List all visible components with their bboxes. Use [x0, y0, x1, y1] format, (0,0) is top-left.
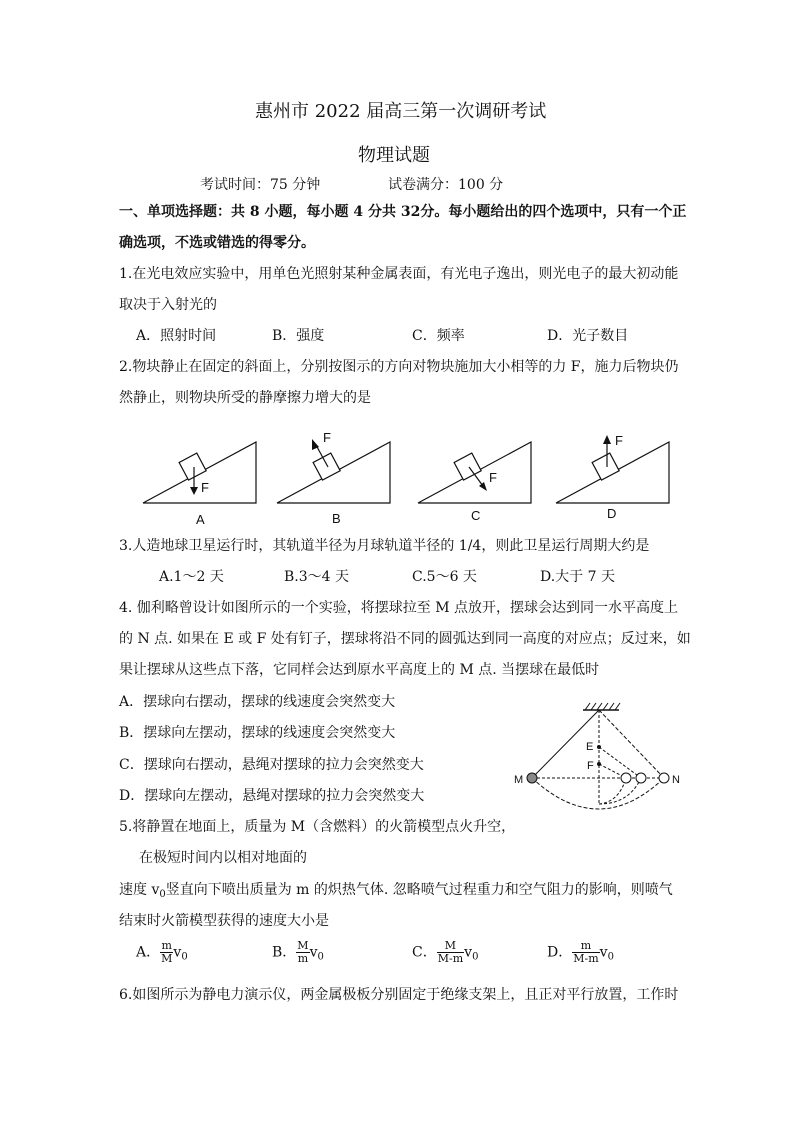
block [592, 453, 619, 480]
section-heading-line2: 确选项，不选或错选的得零分。 [119, 235, 315, 251]
label-f: F [587, 760, 594, 772]
section-heading-line1: 一、单项选择题：共 8 小题，每小题 4 分共 32分。每小题给出的四个选项中，只有一个正 [119, 204, 687, 220]
ball-m [527, 773, 537, 783]
block [179, 453, 206, 480]
arc-main [532, 778, 664, 809]
ball-f-point [621, 773, 631, 783]
page-title: 惠州市 2022 届高三第一次调研考试 [255, 101, 547, 122]
q3-option-a: A.1～2 天 [159, 569, 224, 585]
q1-option-c: C．频率 [412, 328, 465, 344]
label-e: E [586, 741, 594, 753]
force-label: F [489, 470, 497, 485]
q2-figure-d [551, 428, 676, 528]
q4-option-b: B．摆球向左摆动，摆球的线速度会突然变大 [119, 725, 396, 741]
q4-option-d: D．摆球向左摆动，悬绳对摆球的拉力会突然变大 [119, 788, 425, 804]
q4-line3: 果让摆球从这些点下落，它同样会达到原水平高度上的 M 点. 当摆球在最低时 [119, 662, 600, 678]
q1-option-b: B．强度 [272, 328, 325, 344]
q1-line2: 取决于入射光的 [119, 297, 217, 313]
q3-option-b: B.3～4 天 [284, 569, 350, 585]
q5-option-d: D． $\frac{m}{M-m}$ $v_0$ [547, 939, 614, 965]
q5-option-a: A． $\frac{m}{M}$ $v_0$ [136, 939, 188, 965]
label-m: M [514, 774, 524, 786]
ball-e-point [636, 773, 646, 783]
q2-figure-b [272, 428, 397, 528]
arrow-head [190, 487, 198, 495]
q2-figure-c [413, 440, 538, 530]
ball-n [659, 773, 669, 783]
label-n: N [672, 774, 680, 786]
string-from-e [599, 747, 641, 778]
figure-label: D [607, 506, 617, 521]
subject-title: 物理试题 [358, 145, 430, 166]
force-label: F [201, 480, 209, 495]
q3-option-c: C.5～6 天 [412, 569, 477, 585]
force-label: F [323, 430, 331, 445]
q5-line1: 5.将静置在地面上，质量为 M（含燃料）的火箭模型点火升空， [119, 819, 516, 835]
q4-line2: 的 N 点. 如果在 E 或 F 处有钉子，摆球将沿不同的圆弧达到同一高度的对应点；反过来，如 [119, 631, 691, 647]
q3-option-d: D.大于 7 天 [540, 569, 615, 585]
q6-line1: 6.如图所示为静电力演示仪，两金属极板分别固定于绝缘支架上，且正对平行放置，工作时 [119, 987, 679, 1003]
block [313, 453, 340, 480]
arc-f [599, 778, 626, 804]
q5-option-b: B． $\frac{M}{m}$ $v_0$ [272, 939, 324, 965]
q5-option-c: C． $\frac{M}{M-m}$ $v_0$ [412, 939, 479, 965]
exam-score: 试卷满分：100 分 [388, 177, 504, 193]
figure-label: C [471, 508, 481, 523]
force-label: F [615, 433, 623, 448]
q2-figure-a [138, 440, 263, 530]
q4-option-a: A．摆球向右摆动，摆球的线速度会突然变大 [119, 694, 396, 710]
q1-option-a: A．照射时间 [136, 328, 217, 344]
figure-label: B [332, 511, 341, 526]
q5-line2: 在极短时间内以相对地面的 [139, 850, 307, 866]
q5-line3: 速度 $v_0$竖直向下喷出质量为 m 的炽热气体. 忽略喷气过程重力和空气阻力的影响，则喷气 [119, 882, 673, 900]
q4-pendulum-figure [505, 700, 695, 815]
figure-label: A [196, 512, 205, 527]
q5-line4: 结束时火箭模型获得的速度大小是 [119, 913, 329, 929]
q2-line1: 2.物块静止在固定的斜面上，分别按图示的方向对物块施加大小相等的力 F，施力后物块仍 [119, 359, 679, 375]
nail-f [597, 762, 601, 766]
arrow-head [603, 435, 611, 444]
ceiling-hatch [585, 703, 620, 710]
q1-line1: 1.在光电效应实验中，用单色光照射某种金属表面，有光电子逸出，则光电子的最大初动能 [119, 266, 679, 282]
q3-line1: 3.人造地球卫星运行时，其轨道半径为月球轨道半径的 1/4，则此卫星运行周期大约是 [119, 538, 650, 554]
arrow-head [479, 482, 487, 491]
q2-line2: 然静止，则物块所受的静摩擦力增大的是 [119, 390, 371, 406]
q4-line1: 4. 伽利略曾设计如图所示的一个实验，将摆球拉至 M 点放开，摆球会达到同一水平高度上 [119, 600, 679, 616]
exam-time: 考试时间：75 分钟 [200, 177, 321, 193]
q4-option-c: C．摆球向右摆动，悬绳对摆球的拉力会突然变大 [119, 757, 424, 773]
string-to-n [599, 710, 664, 778]
q1-option-d: D．光子数目 [547, 328, 629, 344]
block [454, 453, 481, 480]
nail-e [597, 745, 601, 749]
